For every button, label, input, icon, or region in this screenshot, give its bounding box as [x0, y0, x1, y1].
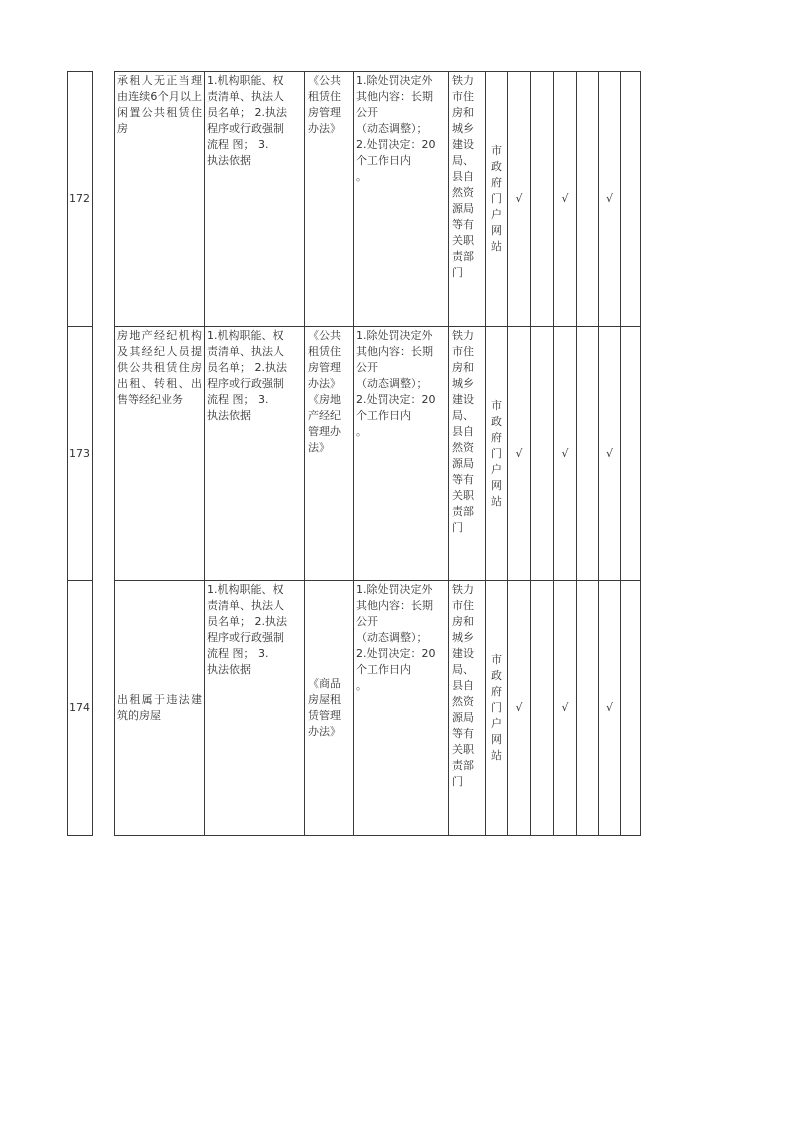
- disclosure-content: 1.机构职能、权 责清单、执法人 员名单； 2.执法 程序或行政强制 流程 图； 3. 执法依据: [207, 329, 287, 422]
- check-mark: √: [554, 327, 577, 581]
- disclosure-basis: 《公共 租赁住 房管理 办法》 《房地 产经纪 管理办 法》: [308, 329, 341, 454]
- disclosure-period: 1.除处罚决定外 其他内容：长期 公开 （动态调整）； 2.处罚决定：20 个工作日内 。: [356, 74, 436, 183]
- row-number: 174: [68, 581, 93, 836]
- disclosure-content: 1.机构职能、权 责清单、执法人 员名单； 2.执法 程序或行政强制 流程 图； 3. 执法依据: [207, 583, 287, 676]
- disclosure-basis: 《商品 房屋租 赁管理 办法》: [308, 677, 341, 738]
- matter-name: 承租人无正当理由连续6个月以上闲置公共租赁住房: [115, 72, 205, 327]
- check-mark: √: [599, 72, 621, 327]
- matter-name: 房地产经纪机构及其经纪人员提供公共租赁住房出租、转租、出售等经纪业务: [115, 327, 205, 581]
- check-mark: √: [599, 327, 621, 581]
- table-row: [68, 327, 641, 581]
- disclosure-channel: 市 政 府 门 户 网 站: [491, 144, 502, 253]
- table-row: [68, 72, 641, 327]
- disclosure-table: [67, 71, 641, 836]
- check-cell: [577, 581, 599, 836]
- blank-column: [93, 581, 115, 836]
- matter-name: 出租属于违法建筑的房屋: [115, 581, 205, 836]
- responsible-department: 铁力 市住 房和 城乡 建设 局、 县自 然资 源局 等有 关职 责部 门: [452, 329, 474, 534]
- row-number: 173: [68, 327, 93, 581]
- check-cell: [531, 72, 554, 327]
- row-number: 172: [68, 72, 93, 327]
- check-cell: [531, 581, 554, 836]
- check-cell: [621, 72, 641, 327]
- disclosure-channel: 市 政 府 门 户 网 站: [491, 398, 502, 508]
- check-mark: √: [508, 581, 531, 836]
- check-cell: [621, 327, 641, 581]
- disclosure-basis: 《公共 租赁住 房管理 办法》: [308, 74, 341, 135]
- check-mark: √: [554, 581, 577, 836]
- disclosure-period: 1.除处罚决定外 其他内容：长期 公开 （动态调整）； 2.处罚决定：20 个工作日内 。: [356, 329, 436, 438]
- blank-column: [93, 72, 115, 327]
- check-mark: √: [508, 72, 531, 327]
- check-cell: [577, 72, 599, 327]
- disclosure-channel: 市 政 府 门 户 网 站: [491, 653, 502, 762]
- check-mark: √: [508, 327, 531, 581]
- check-mark: √: [599, 581, 621, 836]
- check-cell: [577, 327, 599, 581]
- disclosure-period: 1.除处罚决定外 其他内容：长期 公开 （动态调整）； 2.处罚决定：20 个工作日内 。: [356, 583, 436, 692]
- check-cell: [531, 327, 554, 581]
- check-cell: [621, 581, 641, 836]
- disclosure-content: 1.机构职能、权 责清单、执法人 员名单； 2.执法 程序或行政强制 流程 图； 3. 执法依据: [207, 74, 287, 167]
- responsible-department: 铁力 市住 房和 城乡 建设 局、 县自 然资 源局 等有 关职 责部 门: [452, 74, 474, 279]
- responsible-department: 铁力 市住 房和 城乡 建设 局、 县自 然资 源局 等有 关职 责部 门: [452, 583, 474, 788]
- table-row: [68, 581, 641, 836]
- blank-column: [93, 327, 115, 581]
- check-mark: √: [554, 72, 577, 327]
